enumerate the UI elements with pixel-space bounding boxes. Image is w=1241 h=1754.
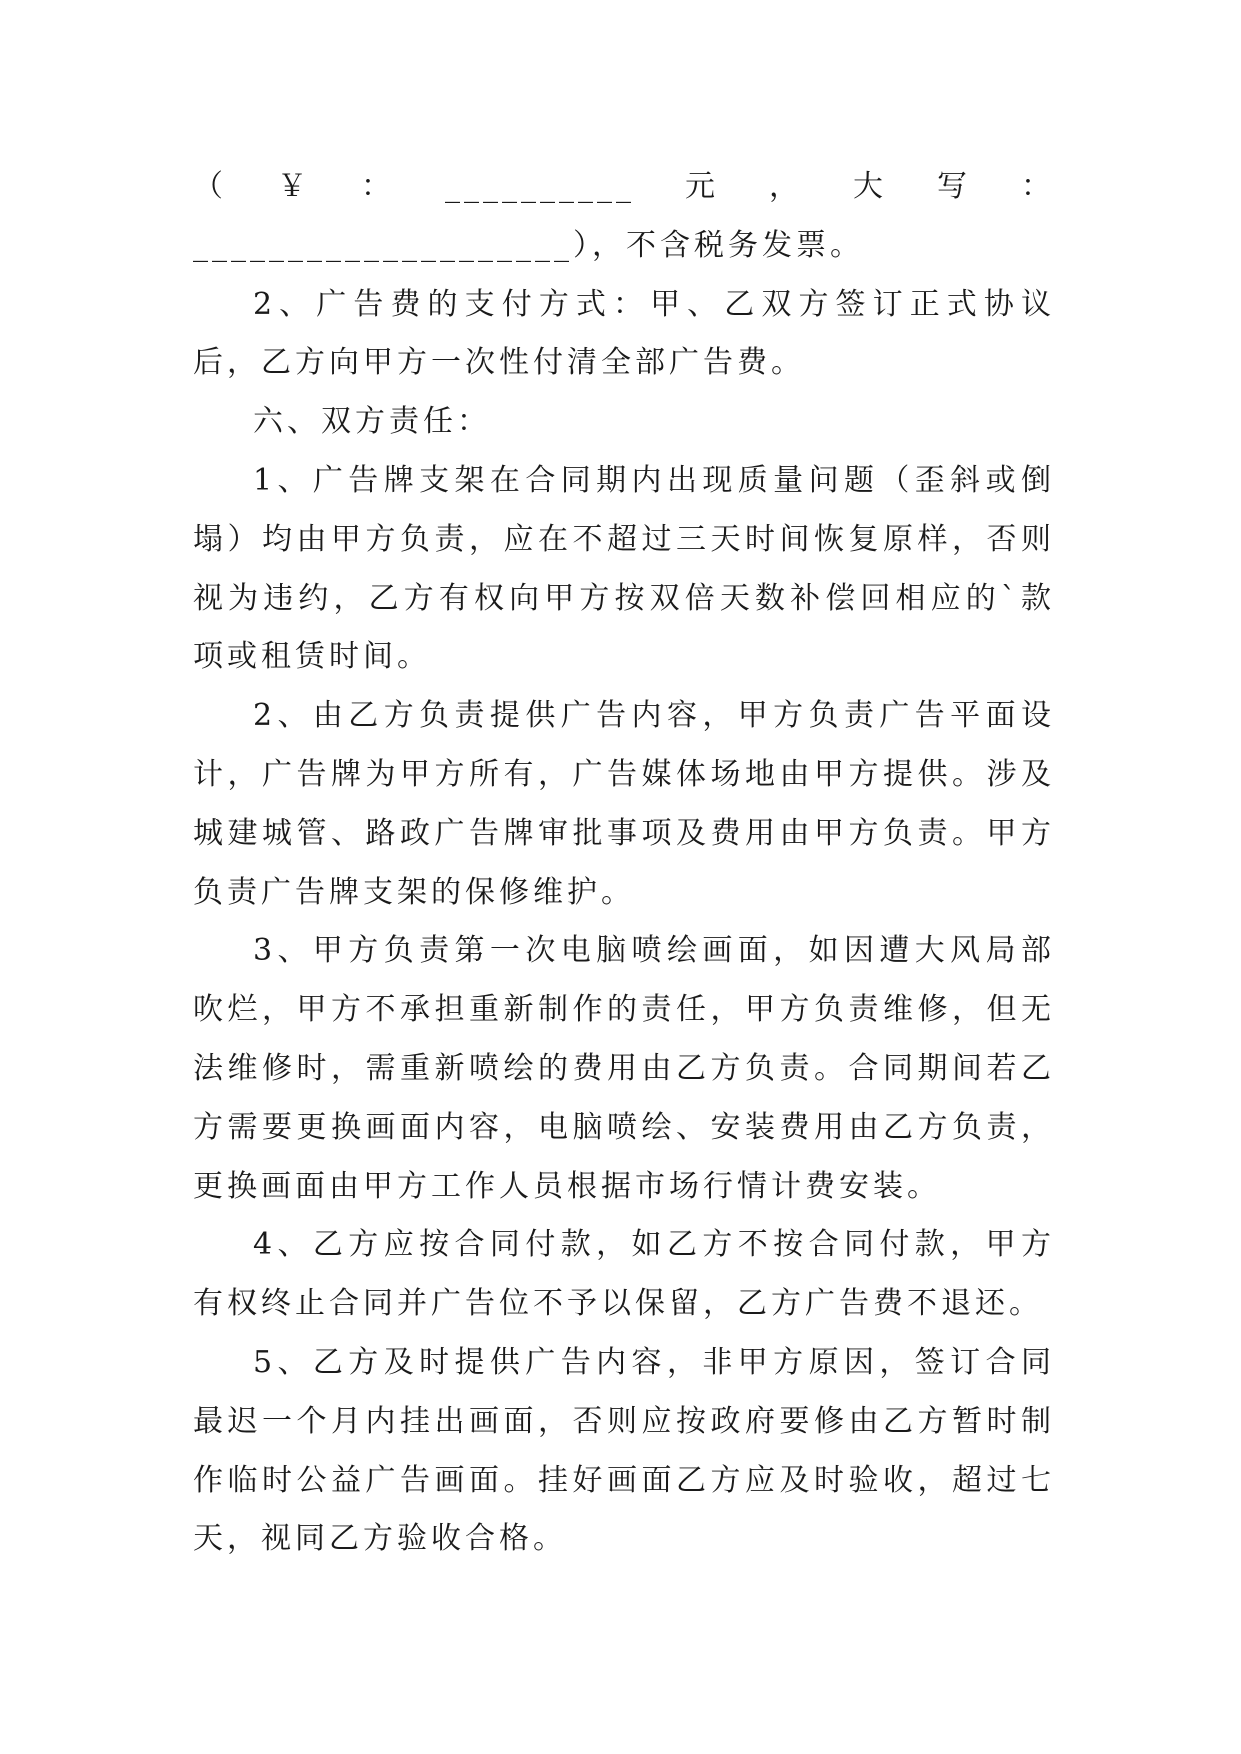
paragraph-fee-amount: （￥：__________元，大写：____________________），不含税务发票。 xyxy=(193,169,1055,263)
paragraph-payment-method: 2、广告费的支付方式：甲、乙双方签订正式协议后，乙方向甲方一次性付清全部广告费。 xyxy=(193,286,1055,381)
document-body xyxy=(193,158,1055,1569)
paragraph-duty-1: 1、广告牌支架在合同期内出现质量问题（歪斜或倒塌）均由甲方负责，应在不超过三天时间恢复原样，否则视为违约，乙方有权向甲方按双倍天数补偿回相应的`款项或租赁时间。 xyxy=(193,462,1055,675)
paragraph-duty-2: 2、由乙方负责提供广告内容，甲方负责广告平面设计，广告牌为甲方所有，广告媒体场地由甲方提供。涉及城建城管、路政广告牌审批事项及费用由甲方负责。甲方负责广告牌支架的保修维护。 xyxy=(193,698,1055,910)
paragraph-duty-5: 5、乙方及时提供广告内容，非甲方原因，签订合同最迟一个月内挂出画面，否则应按政府要修由乙方暂时制作临时公益广告画面。挂好画面乙方应及时验收，超过七天，视同乙方验收合格。 xyxy=(193,1344,1055,1557)
paragraph-duty-3: 3、甲方负责第一次电脑喷绘画面，如因遭大风局部吹烂，甲方不承担重新制作的责任，甲方负责维修，但无法维修时，需重新喷绘的费用由乙方负责。合同期间若乙方需要更换画面内容，电脑喷绘、安装费用由乙方负责，更换画面由甲方工作人员根据市场行情计费安装。 xyxy=(193,933,1055,1204)
section-heading-duties: 六、双方责任： xyxy=(253,404,491,440)
paragraph-duty-4: 4、乙方应按合同付款，如乙方不按合同付款，甲方有权终止合同并广告位不予以保留，乙方广告费不退还。 xyxy=(193,1227,1055,1322)
